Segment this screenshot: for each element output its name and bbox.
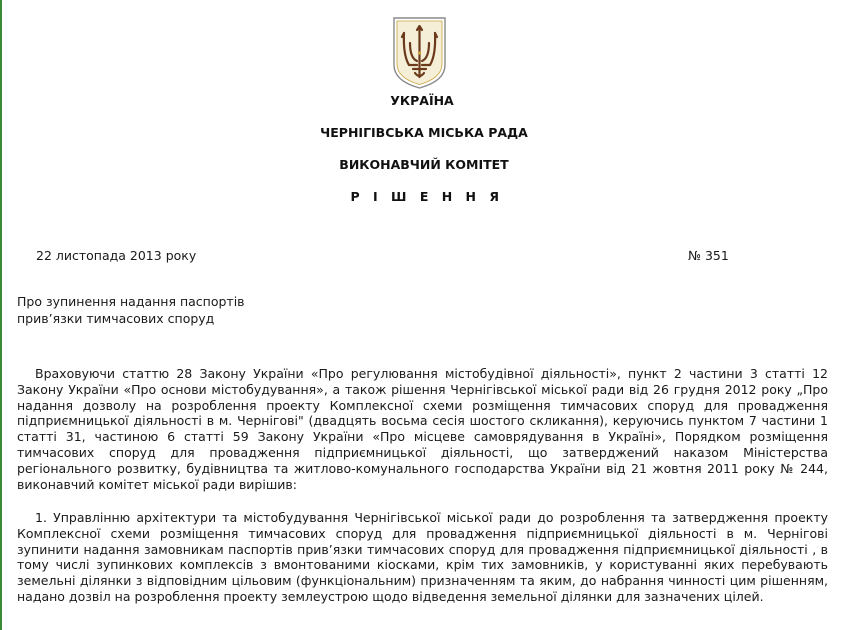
coat-of-arms-icon xyxy=(391,15,448,91)
document-subject xyxy=(17,293,317,327)
subject-line-1: Про зупинення надання паспортів xyxy=(17,294,245,309)
committee-heading: ВИКОНАВЧИЙ КОМІТЕТ xyxy=(339,157,509,172)
subject-line-2: прив’язки тимчасових споруд xyxy=(17,311,215,326)
decision-heading: Р І Ш Е Н Н Я xyxy=(350,189,504,204)
country-heading: УКРАЇНА xyxy=(390,93,454,108)
document-date: 22 листопада 2013 року xyxy=(36,248,197,263)
preamble-paragraph: Враховуючи статтю 28 Закону України «Про регулювання містобудівної діяльності», пункт 2 частини 3 статті 12 Закону України «Про основи містобудування», а також рішення Чернігівської міської ради від 26 грудня 2012 року „Про надання дозволу на розроблення проекту Комплексної схеми розміщення тимчасових споруд для провадження підприємницької діяльності в м. Чернігові" (двадцять восьма сесія шостого скликання), керуючись пунктом 7 частини 1 статті 31, частиною 6 статті 59 Закону України «Про місцеве самоврядування в Україні», Порядком розміщення тимчасових споруд для провадження підприємницької діяльності, що затверджений наказом Міністерства регіонального розвитку, будівництва та житлово-комунального господарства України від 21 жовтня 2011 року № 244, виконавчий комітет міської ради вирішив: xyxy=(17,366,828,492)
document-number: № 351 xyxy=(688,248,729,263)
council-heading: ЧЕРНІГІВСЬКА МІСЬКА РАДА xyxy=(320,125,528,140)
decision-item-1: 1. Управлінню архітектури та містобудування Чернігівської міської ради до розроблення та затвердження проекту Комплексної схеми розміщення тимчасових споруд для провадження підприємницької діяльності в м. Чернігові зупинити надання замовникам паспортів прив’язки тимчасових споруд для провадження підприємницької діяльності , в тому числі зупинкових комплексів з вмонтованими кіосками, крім тих замовників, у користуванні яких перебувають земельні ділянки з відповідним цільовим (функціональним) призначенням та яким, до набрання чинності цим рішенням, надано дозвіл на розроблення проекту землеустрою щодо відведення земельної ділянки для зазначених цілей. xyxy=(17,510,828,604)
